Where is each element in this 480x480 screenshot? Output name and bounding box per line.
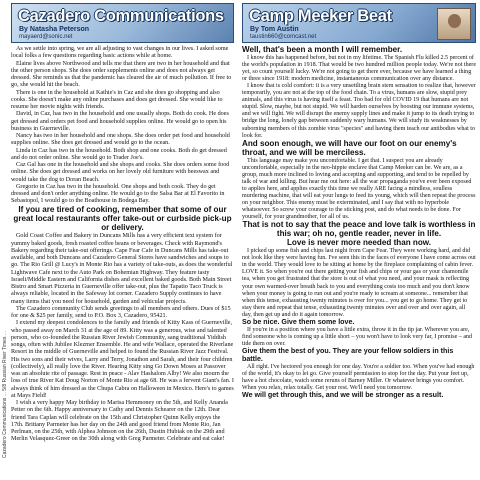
column-email: taustin660@comcast.net xyxy=(250,34,317,40)
cazadero-banner xyxy=(11,3,234,43)
column-title: Camp Meeker Beat xyxy=(249,7,392,25)
section-heading: We will get through this, and we will be stronger as a result. xyxy=(242,391,444,400)
section-heading: Give them the best of you. They are your fellow soldiers in this battle. xyxy=(242,346,454,363)
column-title: Cazadero Communications xyxy=(18,7,224,25)
paragraph: Nancy has two in her household and one shops. She does order pet food and household supplies online. She does get dressed and would go to the ocean. xyxy=(11,133,230,147)
paragraph: As we settle into spring, we are all adjusting to vast changes in our lives. I asked some local folks a few questions regarding basic actions while at home. xyxy=(11,46,229,60)
paragraph: I wish a very happy May birthday to Marisa Hemmoney on the 5th, and Kelly Ananda Petter on the 6th. Happy anniversary to Cathy and Dennis Schearer on the 12th. Dear friend Tara Caplan will celebrate on the 15th and Christopher Quinn Kelly enjoys the 17th. Brittany Parmeter has her day on the 24th and good friend from Monte Rio, Jan Perlman, on the 25th, with Alphea Johnson on the 26th, Dustin Hubiak on the 29th and Merlin Velasquez-Greer on the 30th along with Greg Parmeter. Celebrate and eat cake! xyxy=(11,400,228,443)
camp-meeker-body xyxy=(242,46,476,400)
section-heading: That is not to say that the peace and love talk is worthless in xyxy=(242,220,476,230)
camp-meeker-column xyxy=(242,3,476,400)
paragraph: There is one in the household at Kathie's in Caz and she does go shopping and also cooks. She doesn't make any online purchases and does get dressed. She would like to resume her movie nights with friends. xyxy=(11,89,223,110)
section-heading: this war; oh no, gentle reader, never in life. xyxy=(276,229,442,239)
section-heading: Love is never more needed than now. xyxy=(286,238,432,248)
paragraph: Elaine lives above Northwood and tells me that there are two in her household and that the other person shops. She does order supplements online and does not always get dressed. She reminds us that the pandemic has cleared the air of much pollution. If free to go, she would hit the beach. xyxy=(11,60,232,89)
takeout-heading: If you are tired of cooking, remember that some of our great local restaurants offer take-out or curbside pick-up or delivery. xyxy=(13,204,232,232)
section-heading: So be nice. Give them some love. xyxy=(242,317,355,326)
section-heading: And soon enough, we will have our foot on our enemy's throat, and we will be merciless. xyxy=(242,138,457,157)
paragraph: David, in Caz, has two in the household and one usually shops. Both do cook. He does get dressed and orders pet food and household supplies online. He would go to open his business in Guerneville. xyxy=(11,111,229,132)
paragraph: The Cazadero community Club sends greetings to all members and others. Dues of $15 for one & $25 per family, send to P.O. Box 3, Cazadero, 95421. xyxy=(11,305,231,319)
paragraph: I know that is cold comfort: it is a very unsettling brain stem sensation to realize that, however temporarily, you are not at the top of the food chain. To a virus, humans are slow, stupid prey animals, and this virus is having itself a feast. Too bad for old COVID 19 that humans are not stupid. Slow, maybe, but not stupid. We will harden ourselves by boosting our immune systems, and we will fight. We will disrupt the enemy supply lines and make it jump to its death trying to bridge the long, lonely gap between suddenly wary humans. We will study its weaknesses by suborning members of this zombie virus "species" and having them teach our antibodies what to look for. xyxy=(242,83,476,139)
cazadero-body xyxy=(11,46,234,444)
paragraph: This language may make you uncomfortable. I get that. I suspect you are already uncomfortable, especially in the neo-hippie enclave that Camp Meeker can be. We are, as a group, much more inclined to loving and accepting and supporting, and tend to be repelled by talk of war and killing. But hear me out here: all the war propaganda you've ever been exposed to applies here, and applies exactly this time we really ARE facing a mindless, soulless murdering machine, that will eat your lungs to feed its young, which will then repeat the process on your neighbor. This enemy must be exterminated, and I say that with no hyperbole whatsoever. So screw your courage to the sticking post, and do what needs to be done. For yourself, for your grandmother, for all of us. xyxy=(242,157,476,221)
margin-text: Cazadero Communications ... 5/8 Russian River Times ... xyxy=(1,331,8,458)
paragraph: Gregorio in Caz has two in the household. One shops and both cook. They do get dressed and don't order anything online. He would go to the Salsa Bar at El Favorito in Sebastopol, I would go to the Boathouse in Bodega Bay. xyxy=(11,183,225,205)
paragraph: Gold Coast Coffee and Bakery in Duncans Mills has a very efficient text system for yummy baked goods, fresh roasted coffee beans or beverages. Check with Raymond's Bakery regarding their take-out offerings. Cape Fear Cafe in Duncans Mills has take-out available, and both Duncans and Cazadero General Stores have sandwiches and soups to go. The Rio Grill @ Lucy's in Monte Rio has a variety of take-outs, as does the wonderful Lightwave Cafe next to the Auto Park on Bohemian Highway. They feature tasty Israeli/Middle Eastern and California dishes and excellent baked goods. Both Main Street Bistro and Smart Pizzeria in Guerneville offer take-out, plus the Tapatio Taco Truck is always reliable, located in the Safeway lot corner. Cazadero Supply continues to have many items that you need for household, garden and vehicular projects. xyxy=(11,233,233,305)
cazadero-column xyxy=(11,3,234,444)
author-photo xyxy=(437,8,471,40)
column-email: mayaerd@sonic.net xyxy=(19,34,73,40)
paragraph: All right. I've hectored you enough for one day. You're a soldier too. When you've had enough of the world, it's okay to let go. Give yourself permission to stop for the day. Put your feet up, have a hot chocolate, watch some reruns of Barney Miller. Or whatever brings you comfort. When you relax, relax totally. Get your rest. We'll need you tomorrow. xyxy=(242,364,475,392)
paragraph: If you're in a position where you have a little extra, throw it in the tip jar. Wherever you are, find someone who is coming up a little short – you won't have to look very far, I promise – and tide them on over. xyxy=(242,326,473,347)
page-margin-strip xyxy=(0,0,9,480)
paragraph: I picked up some fish and chips last night from Cape Fear. They were working hard, and did not look like they were having fun. I've seen this in the faces of everyone I have come across out in the world. They would love to be sitting at home by the fireplace complaining of cabin fever. LOVE it. So when you're out there getting your fish and chips or your gas or your chamomile tea, when you get frustrated that the store is out of what you need, and your mask is reflecting your own warmed-over breath back to you and everything costs too much and you don't know when your money is going to run out and you're ready to scream at someone... remember that when this tense, exhausting twenty minutes is over for you... you get to go home. They get to stay there and repeat that tense, exhausting twenty minutes over and over and over again, all day, then get up and do it again tomorrow. xyxy=(242,248,476,318)
paragraph: Caz Gal has one in the household and she shops and cooks. She does orders some food online. She does get dressed and works on her lovely old furniture with beeswax and would take the dog to Doran Beach. xyxy=(11,162,230,183)
camp-meeker-banner xyxy=(242,3,476,43)
paragraph: Linda in Caz has two in the household. Both shop and one cooks. Both do get dressed and do not order online. She would go to Trader Joe's. xyxy=(11,147,227,161)
paragraph: I know this has happened before, but not in my lifetime. The Spanish Flu killed 2.5 percent of the world's population in 1918. That would be two hundred million people today. We're not there yet, so count yourself lucky. We're not going to get there ever, because we have learned a thing or three since 1918: modern medicine, instantaneous communication over any distance. xyxy=(242,55,477,83)
section-heading: Well, that's been a month I will remember. xyxy=(242,45,403,54)
column-byline: By Tom Austin xyxy=(250,26,299,33)
paragraph: I extend my deepest condolences to the family and friends of Kitty Kass of Guerneville, who passed away on March 31 at the age of 89. Kitty was a generous, wise and talented person, who co-founded the Russian River Jewish Community, sang traditional Yiddish songs, often with Jubilee Klezmer Ensemble. He and wife Wallace, operated the Riverlane Resort in the middle of Guerneville and helped to found the Russian River Jazz Festival. His two sons and their wives, Larry and Terry, Jonathon and Sarah, and their four children (collectively), all really love the River. Hearing Kitty sing Go Down Moses at Passover was an absolute rite of passage. Rest in peace - Alav Hashalom Alby! We also mourn the loss of true River Kat Doug Norton of Monte Rio at age 68. He was a fervent Giant's fan. I always think of him dressed as the Chupa Cabra on Halloween in Mexico. Here's to games at Mays Field! xyxy=(11,320,234,399)
column-byline: By Natasha Peterson xyxy=(19,26,90,33)
